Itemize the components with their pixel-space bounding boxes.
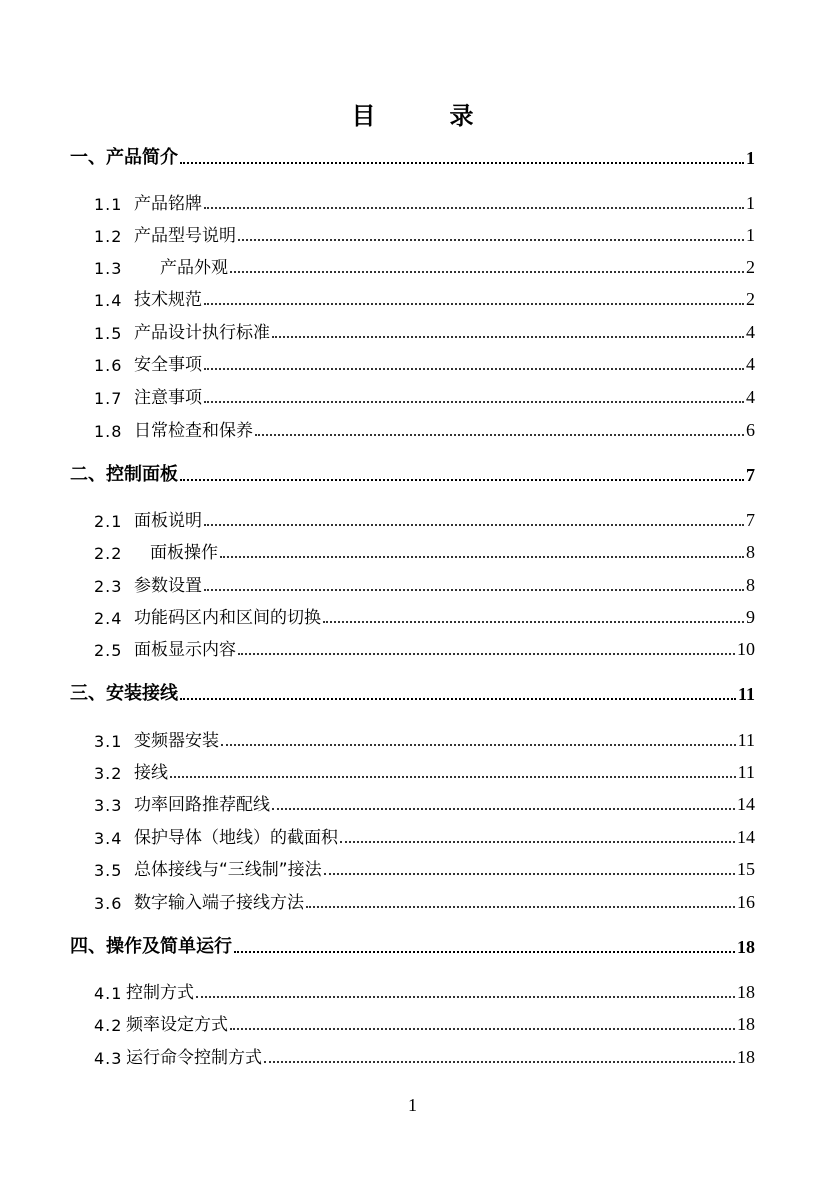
- dot-leader: [204, 206, 744, 209]
- toc-entry-number: 1.8: [94, 422, 123, 441]
- toc-entry-page: 8: [746, 542, 755, 562]
- toc-entry-number: 3.2: [94, 764, 123, 783]
- toc-entry-number: 1.1: [94, 195, 123, 214]
- toc-section-entry[interactable]: [70, 1044, 755, 1068]
- dot-leader: [220, 555, 744, 558]
- toc-entry-page: 6: [746, 420, 755, 440]
- toc-entry-number: 3.3: [94, 796, 123, 815]
- toc-entry-number: 3.4: [94, 829, 123, 848]
- dot-leader: [204, 367, 744, 370]
- toc-entry-number: 1.2: [94, 227, 123, 246]
- toc-section-entry[interactable]: [70, 979, 755, 1003]
- toc-section-entry[interactable]: [70, 824, 755, 848]
- toc-entry-number: 3.1: [94, 732, 123, 751]
- toc-entry-number: 3.6: [94, 894, 123, 913]
- page-title: [0, 96, 825, 131]
- dot-leader: [234, 950, 735, 953]
- dot-leader: [272, 335, 744, 338]
- toc-entry-label: 数字输入端子接线方法: [134, 893, 304, 913]
- toc-section-entry[interactable]: [70, 604, 755, 628]
- dot-leader: [180, 478, 744, 481]
- toc-entry-label: 产品外观: [160, 258, 228, 278]
- toc-entry-page: 18: [737, 937, 755, 957]
- toc-entry-label: 参数设置: [134, 576, 202, 596]
- toc-section-entry[interactable]: [70, 889, 755, 913]
- toc-entry-page: 7: [746, 510, 755, 530]
- toc-entry-page: 1: [746, 225, 755, 245]
- toc-entry-page: 11: [737, 730, 755, 750]
- toc-entry-page: 11: [737, 762, 755, 782]
- toc-entry-page: 4: [746, 322, 755, 342]
- toc-chapter-entry[interactable]: [70, 934, 755, 958]
- dot-leader: [204, 523, 744, 526]
- dot-leader: [306, 905, 735, 908]
- toc-entry-number: 4.1: [94, 984, 123, 1003]
- toc-section-entry[interactable]: [70, 507, 755, 531]
- toc-section-entry[interactable]: [70, 727, 755, 751]
- toc-entry-label: 面板显示内容: [134, 640, 236, 660]
- dot-leader: [204, 302, 744, 305]
- toc-entry-label: 四、操作及简单运行: [70, 936, 232, 957]
- toc-entry-page: 11: [737, 684, 755, 704]
- title-char-2: 录: [449, 102, 474, 130]
- toc-entry-number: 4.3: [94, 1049, 123, 1068]
- toc-entry-label: 功能码区内和区间的切换: [134, 608, 321, 628]
- toc-entry-label: 面板操作: [150, 543, 218, 563]
- toc-entry-label: 注意事项: [134, 388, 202, 408]
- toc-entry-label: 控制方式: [126, 983, 194, 1003]
- toc-section-entry[interactable]: [70, 190, 755, 214]
- toc-entry-label: 总体接线与“三线制”接法: [134, 860, 322, 880]
- toc-entry-page: 18: [737, 982, 755, 1002]
- toc-section-entry[interactable]: [70, 791, 755, 815]
- toc-entry-page: 1: [746, 148, 755, 168]
- toc-entry-number: 2.5: [94, 641, 123, 660]
- dot-leader: [264, 1060, 735, 1063]
- dot-leader: [196, 995, 735, 998]
- toc-entry-label: 一、产品简介: [70, 147, 178, 168]
- dot-leader: [180, 697, 736, 700]
- toc-entry-page: 8: [746, 575, 755, 595]
- toc-entry-number: 2.2: [94, 544, 123, 563]
- toc-entry-label: 安全事项: [134, 355, 202, 375]
- dot-leader: [204, 588, 744, 591]
- toc-entry-number: 1.7: [94, 389, 123, 408]
- toc-entry-page: 16: [737, 892, 755, 912]
- toc-entry-page: 1: [746, 193, 755, 213]
- toc-section-entry[interactable]: [70, 636, 755, 660]
- toc-entry-page: 14: [737, 794, 755, 814]
- toc-entry-label: 产品铭牌: [134, 194, 202, 214]
- toc-entry-page: 7: [746, 465, 755, 485]
- toc-entry-number: 1.5: [94, 324, 123, 343]
- toc-entry-label: 产品设计执行标准: [134, 323, 270, 343]
- toc-entry-page: 14: [737, 827, 755, 847]
- toc-section-entry[interactable]: [70, 319, 755, 343]
- toc-entry-page: 18: [737, 1014, 755, 1034]
- toc-section-entry[interactable]: [70, 539, 755, 563]
- toc-section-entry[interactable]: [70, 1011, 755, 1035]
- toc-entry-number: 2.3: [94, 577, 123, 596]
- toc-section-entry[interactable]: [70, 286, 755, 310]
- toc-entry-number: 1.6: [94, 356, 123, 375]
- title-char-1: 目: [351, 102, 376, 130]
- dot-leader: [272, 807, 735, 810]
- dot-leader: [238, 652, 735, 655]
- toc-entry-label: 技术规范: [134, 290, 202, 310]
- toc-entry-label: 运行命令控制方式: [126, 1048, 262, 1068]
- toc-entry-page: 4: [746, 354, 755, 374]
- toc-section-entry[interactable]: [70, 572, 755, 596]
- dot-leader: [221, 743, 736, 746]
- dot-leader: [204, 400, 744, 403]
- dot-leader: [340, 840, 735, 843]
- toc-entry-page: 10: [737, 639, 755, 659]
- toc-entry-label: 频率设定方式: [126, 1015, 228, 1035]
- toc-section-entry[interactable]: [70, 351, 755, 375]
- dot-leader: [180, 161, 744, 164]
- toc-entry-number: 1.3: [94, 259, 123, 278]
- toc-entry-label: 接线: [134, 763, 168, 783]
- toc-entry-number: 1.4: [94, 291, 123, 310]
- toc-entry-label: 二、控制面板: [70, 464, 178, 485]
- toc-entry-page: 9: [746, 607, 755, 627]
- dot-leader: [230, 1027, 735, 1030]
- toc-entry-label: 变频器安装: [134, 731, 219, 751]
- toc-entry-label: 产品型号说明: [134, 226, 236, 246]
- toc-entry-label: 面板说明: [134, 511, 202, 531]
- dot-leader: [324, 872, 735, 875]
- toc-entry-page: 15: [737, 859, 755, 879]
- dot-leader: [255, 433, 744, 436]
- toc-entry-number: 4.2: [94, 1016, 123, 1035]
- toc-entry-label: 日常检查和保养: [134, 421, 253, 441]
- toc-chapter-entry[interactable]: [70, 681, 755, 705]
- toc-section-entry[interactable]: [70, 856, 755, 880]
- dot-leader: [230, 270, 744, 273]
- dot-leader: [323, 620, 744, 623]
- toc-chapter-entry[interactable]: [70, 145, 755, 169]
- toc-entry-label: 保护导体（地线）的截面积: [134, 828, 338, 848]
- toc-entry-number: 2.4: [94, 609, 123, 628]
- toc-entry-number: 2.1: [94, 512, 123, 531]
- toc-section-entry[interactable]: [70, 254, 755, 278]
- toc-section-entry[interactable]: [70, 384, 755, 408]
- dot-leader: [170, 775, 736, 778]
- toc-entry-label: 三、安装接线: [70, 683, 178, 704]
- toc-entry-page: 4: [746, 387, 755, 407]
- toc-entry-page: 2: [746, 289, 755, 309]
- dot-leader: [238, 238, 744, 241]
- toc-section-entry[interactable]: [70, 759, 755, 783]
- toc-entry-number: 3.5: [94, 861, 123, 880]
- page-number: 1: [408, 1095, 417, 1115]
- toc-entry-page: 2: [746, 257, 755, 277]
- toc-entry-label: 功率回路推荐配线: [134, 795, 270, 815]
- toc-entry-page: 18: [737, 1047, 755, 1067]
- toc-section-entry[interactable]: [70, 417, 755, 441]
- toc-section-entry[interactable]: [70, 222, 755, 246]
- toc-chapter-entry[interactable]: [70, 462, 755, 486]
